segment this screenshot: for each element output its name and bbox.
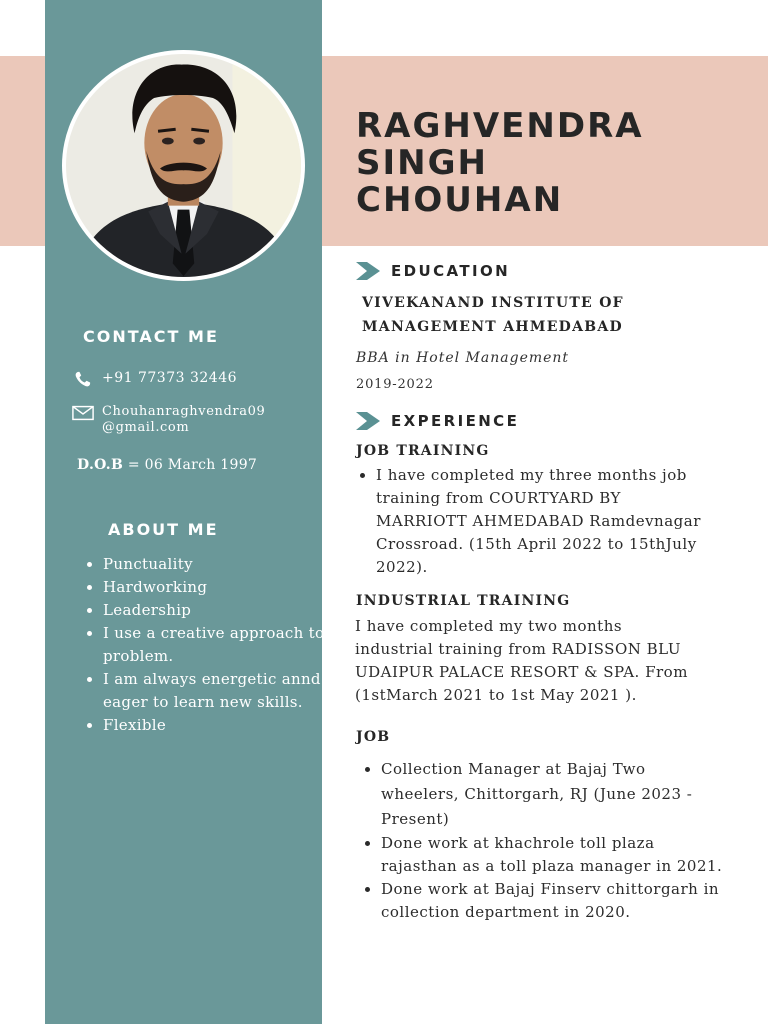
date-of-birth xyxy=(77,457,257,473)
job-heading: JOB xyxy=(356,729,391,745)
degree: BBA in Hotel Management xyxy=(356,350,570,366)
education-heading: EDUCATION xyxy=(391,262,511,280)
experience-heading: EXPERIENCE xyxy=(391,412,520,430)
about-item: • Hardworking xyxy=(103,576,338,599)
phone-icon xyxy=(72,371,94,387)
industrial-training-text: I have completed my two months industrial training from RADISSON BLU UDAIPUR PALACE RESORT & SPA. From (1stMarch 2021 to 1st May 2021 ). xyxy=(355,617,688,704)
email-line-1: Chouhanraghvendra09 xyxy=(102,404,266,419)
job-training-list xyxy=(356,464,716,579)
institute-line-2: MANAGEMENT AHMEDABAD xyxy=(362,319,623,335)
name-line-middle: SINGH xyxy=(356,143,488,183)
about-item: • I use a creative approach to problem. xyxy=(103,622,338,668)
email-line-2: @gmail.com xyxy=(102,420,190,435)
email-row xyxy=(72,404,265,436)
profile-photo xyxy=(62,50,305,281)
about-item: • I am always energetic annd eager to learn new skills. xyxy=(103,668,338,714)
full-name xyxy=(356,108,756,219)
chevron-right-icon xyxy=(356,412,380,430)
institute-line-1: VIVEKANAND INSTITUTE OF xyxy=(362,295,624,311)
about-item: • Flexible xyxy=(103,714,338,737)
job-training-item: • I have completed my three months job training from COURTYARD BY MARRIOTT AHMEDABAD Ramdevnagar Crossroad. (15th April 2022 to 15thJuly 2022). xyxy=(376,464,716,579)
education-years: 2019-2022 xyxy=(356,377,434,392)
email-address xyxy=(102,404,265,436)
dob-label: D.O.B xyxy=(77,457,124,473)
job-item: • Done work at Bajaj Finserv chittorgarh in collection department in 2020. xyxy=(381,878,726,924)
about-item: • Leadership xyxy=(103,599,338,622)
name-line-last: CHOUHAN xyxy=(356,180,564,220)
dob-value: = 06 March 1997 xyxy=(123,457,258,473)
job-item: • Done work at khachrole toll plaza rajasthan as a toll plaza manager in 2021. xyxy=(381,832,726,878)
chevron-right-icon xyxy=(356,262,380,280)
about-heading: ABOUT ME xyxy=(108,520,219,539)
profile-portrait xyxy=(66,54,301,277)
institute-name xyxy=(362,291,722,339)
phone-number: +91 77373 32446 xyxy=(102,370,238,386)
education-section-header xyxy=(356,262,510,280)
about-item: • Punctuality xyxy=(103,553,338,576)
about-list xyxy=(75,553,338,737)
job-item: • Collection Manager at Bajaj Two wheelers, Chittorgarh, RJ (June 2023 - Present) xyxy=(381,757,726,832)
contact-heading: CONTACT ME xyxy=(83,327,219,346)
name-line-first: RAGHVENDRA xyxy=(356,106,644,146)
industrial-training-heading: INDUSTRIAL TRAINING xyxy=(356,593,571,609)
job-training-heading: JOB TRAINING xyxy=(356,443,490,459)
envelope-icon xyxy=(72,405,94,421)
experience-section-header xyxy=(356,412,519,430)
job-list xyxy=(361,757,726,924)
phone-row xyxy=(72,370,237,387)
